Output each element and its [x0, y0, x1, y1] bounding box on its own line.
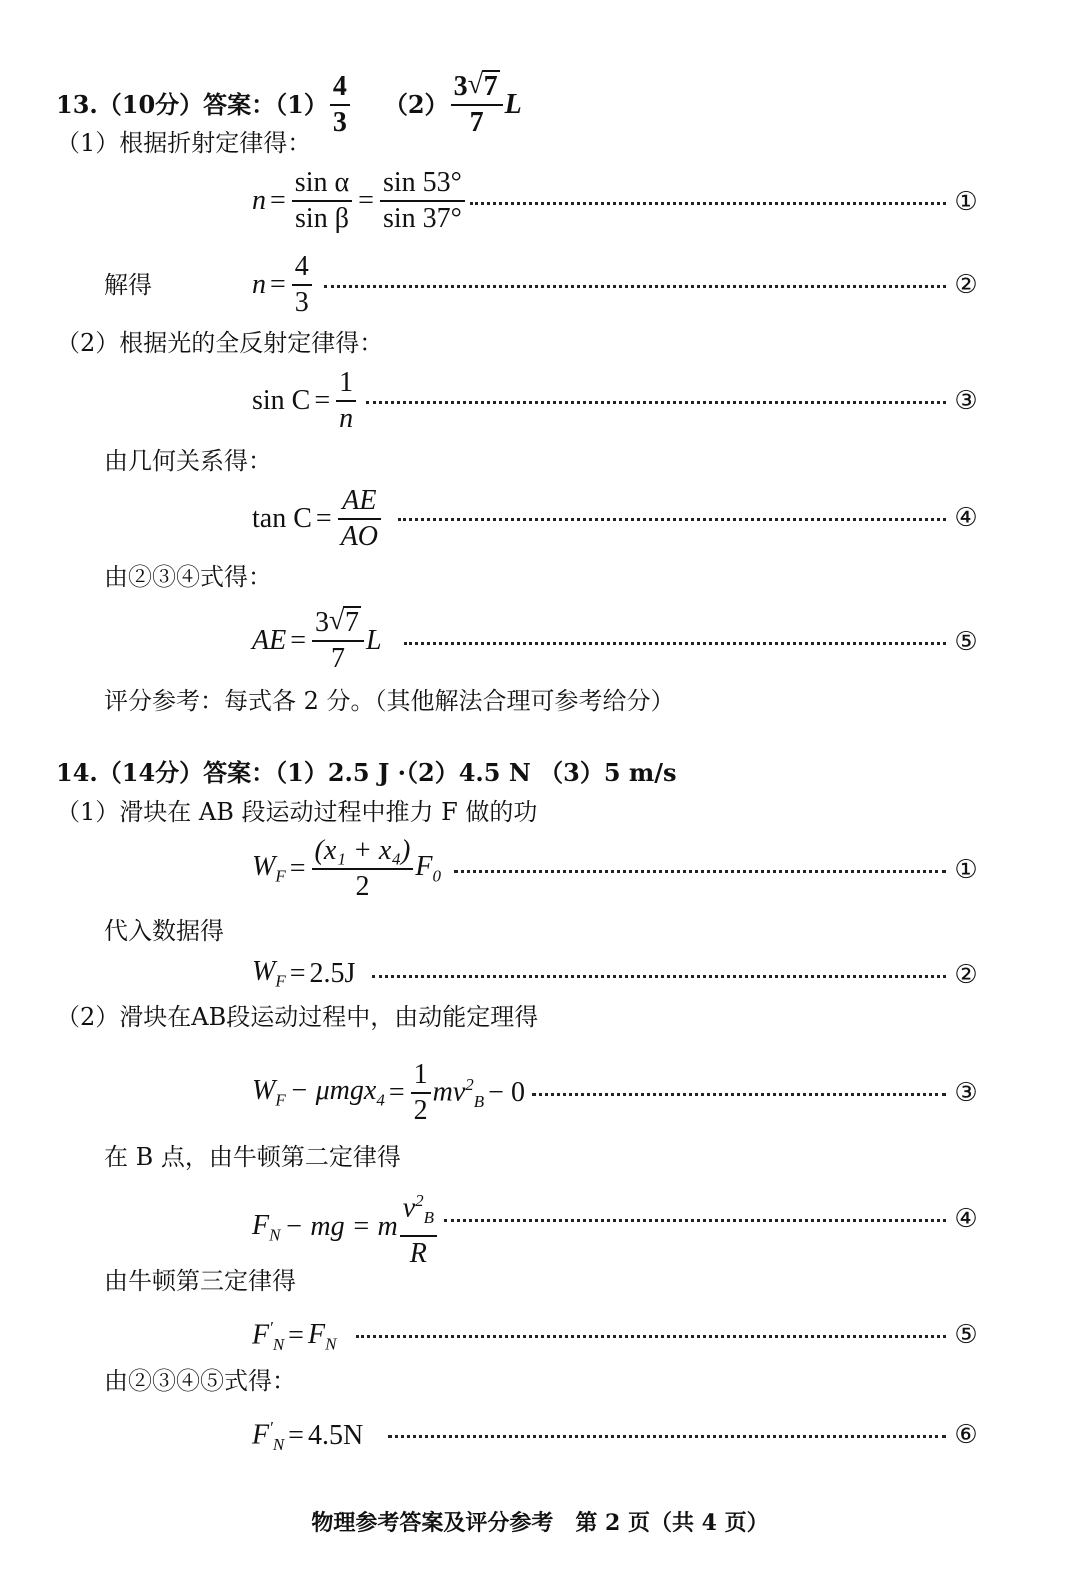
q13-eq5-radicand: 7 [345, 607, 360, 638]
q14-sub-label: 代入数据得 [104, 917, 224, 945]
q14-eq6-tag: ⑥ [954, 1420, 978, 1450]
q13-solve-label: 解得 [104, 271, 152, 299]
q13-answer1-num: 4 [330, 70, 350, 106]
q14-eq3-lhs: W [252, 1075, 276, 1107]
q14-part1-title: （1）滑块在 AB 段运动过程中推力 F 做的功 [56, 798, 538, 826]
q13-answer2 [451, 70, 503, 140]
q13-eq2-tag: ② [954, 270, 978, 300]
q13-combine-label: 由②③④式得： [104, 563, 272, 591]
q14-eq4-mid: − mg = m [284, 1211, 398, 1243]
q14-eq1-lhs-sub: F [275, 866, 286, 886]
q14-eq2-lhs-sub: F [275, 971, 286, 991]
q13-answer2-tail: L [504, 89, 522, 120]
q13-eq4-leader [398, 518, 946, 521]
q13-eq5-den: 7 [331, 643, 346, 674]
q14-eq6-lhs-sub: N [272, 1434, 285, 1454]
q14-eq5-prime: ′ [269, 1318, 273, 1337]
q14-eq2-tag: ② [954, 960, 978, 990]
q13-part2-title: （2）根据光的全反射定律得： [56, 329, 384, 357]
q13-eq2-den: 3 [294, 287, 309, 318]
q14-eq4-num: v [402, 1192, 416, 1224]
q13-eq3-tag: ③ [954, 386, 978, 416]
q13-answer2-den: 7 [469, 107, 484, 138]
q14-eq3-num: 1 [411, 1058, 431, 1094]
q13-eq4-num: AE [338, 484, 381, 520]
q13-scoring: 评分参考：每式各 2 分。（其他解法合理可参考给分） [104, 687, 675, 715]
q14-eq2-rhs: 2.5J [309, 957, 356, 989]
q13-answer1-den: 3 [332, 107, 347, 138]
q13-eq2-num: 4 [292, 250, 312, 286]
q13-answer2-coef: 3 [453, 71, 468, 102]
q14-eq6: $F'_N$ = 4.5N [252, 1418, 364, 1454]
q13-eq2-leader [324, 285, 946, 288]
q13-answer2-radicand: 7 [483, 71, 498, 102]
q13-eq2-lhs: n [252, 269, 266, 300]
q13-eq1-num2: sin 53° [380, 166, 465, 202]
q14-eq1-num: (x₁ + x₄) [312, 834, 414, 870]
q14-eq3-tail-sub: B [473, 1091, 485, 1111]
q14-eq5: $F'_N$ = $F_N$ [252, 1318, 337, 1354]
q13-eq1-lhs: n [252, 185, 266, 216]
q14-eq3-end: − 0 [488, 1077, 525, 1108]
q13-eq5: AE = $\frac{3√ 7}{7}$ L [252, 606, 382, 676]
q14-eq3-lhs-sub: F [275, 1090, 286, 1110]
page-footer: 物理参考答案及评分参考 第 2 页（共 4 页） [311, 1510, 769, 1536]
q14-eq4-num-sub: B [423, 1207, 435, 1227]
q14-eq2-leader [372, 975, 946, 978]
q13-geo-label: 由几何关系得： [104, 447, 272, 475]
q14-combine-label: 由②③④⑤式得： [104, 1367, 296, 1395]
q14-eq3: $W_F$ − μmgx$_4$ = $\frac{1}{2}$ $mv^2_B$ − 0 [252, 1059, 525, 1126]
q14-eq4-num-sup: 2 [415, 1191, 424, 1210]
q13-eq1-den1: sin β [295, 203, 349, 234]
q14-eq1: $W_F$ = $\frac{\text{(x₁ + x₄)}}{2}$ $F_0$ [252, 835, 441, 902]
q13-eq4: tan C = $\frac{AE}{AO}$ [252, 484, 383, 554]
q14-eq4-den: R [409, 1237, 427, 1269]
q14-eq6-lhs: F [252, 1419, 270, 1451]
q14-eq3-tail-sup: 2 [465, 1074, 474, 1094]
q13-answer1 [330, 70, 350, 140]
q13-eq1-tag: ① [954, 187, 978, 217]
q14-eq3-mid-sub: 4 [376, 1090, 385, 1110]
q14-eq5-lhs: F [252, 1319, 270, 1351]
q13-eq4-lhs: tan C [252, 503, 312, 534]
q13-eq5-leader [404, 642, 946, 645]
q14-eq1-tag: ① [954, 855, 978, 885]
q14-eq4-lhs: F [252, 1209, 270, 1241]
q13-header-text: 13.（10分）答案：（1） [56, 90, 328, 119]
q14-eq6-prime: ′ [269, 1418, 273, 1437]
q13-eq4-tag: ④ [954, 503, 978, 533]
q13-eq5-tag: ⑤ [954, 627, 978, 657]
q14-eq2: $W_F$ = 2.5J [252, 956, 356, 991]
q14-eq5-rhs-sub: N [325, 1334, 337, 1354]
q13-eq1-num1: sin α [292, 166, 352, 202]
q13-eq3-den: n [339, 403, 354, 434]
q14-b-label: 在 B 点，由牛顿第二定律得 [104, 1143, 401, 1171]
q14-eq3-tail: mv [432, 1075, 466, 1107]
q14-eq4-tag: ④ [954, 1204, 978, 1234]
q14-eq5-rhs: F [307, 1318, 326, 1350]
q14-eq4-leader [444, 1219, 946, 1222]
q14-eq5-leader [356, 1335, 946, 1338]
q14-eq5-lhs-sub: N [272, 1334, 285, 1354]
q13-eq5-coef: 3 [315, 607, 330, 638]
q13-eq1-leader [470, 202, 946, 205]
q13-eq4-den: AO [340, 521, 379, 552]
q14-eq1-den: 2 [355, 871, 370, 902]
q14-eq1-lhs: W [252, 851, 276, 883]
q13-eq1-den2: sin 37° [382, 203, 462, 234]
q14-eq2-lhs: W [252, 956, 276, 987]
q13-eq5-tail: L [366, 625, 382, 656]
q14-eq3-leader [532, 1093, 946, 1096]
q13-eq3-num: 1 [336, 366, 356, 402]
q14-eq3-mid: − μmgx [289, 1075, 377, 1107]
q14-eq5-tag: ⑤ [954, 1320, 978, 1350]
q14-eq3-den: 2 [413, 1095, 428, 1126]
q14-eq1-leader [454, 870, 946, 873]
q14-eq1-tail: F [415, 851, 433, 883]
q14-part2-title: （2）滑块在AB段运动过程中，由动能定理得 [56, 1003, 539, 1031]
q14-eq6-leader [388, 1435, 946, 1438]
q14-header: 14.（14分）答案：（1）2.5 J ·（2）4.5 N （3）5 m/s [56, 758, 677, 787]
q14-eq6-rhs: 4.5N [307, 1420, 364, 1452]
q14-third-label: 由牛顿第三定律得 [104, 1267, 296, 1295]
q13-part1-title: （1）根据折射定律得： [56, 129, 312, 157]
q13-eq3: sin C = $\frac{1}{n}$ [252, 366, 358, 436]
q14-eq4-lhs-sub: N [269, 1225, 281, 1245]
q13-eq1: n = $\frac{\text{sin α}}{\text{sin β}}$ = $\frac{\sin 53^\circ}{\sin 37^\circ}$ [252, 166, 467, 236]
q13-answer2-label: （2） [383, 90, 449, 119]
q14-eq1-tail-sub: 0 [432, 866, 441, 886]
q13-eq5-lhs: AE [252, 625, 287, 656]
q14-eq4 [252, 1184, 439, 1271]
q14-eq3-tag: ③ [954, 1078, 978, 1108]
q13-eq3-lhs: sin C [252, 385, 311, 416]
q13-eq2: n = $\frac{4}{3}$ [252, 250, 314, 320]
q13-eq3-leader [366, 401, 946, 404]
